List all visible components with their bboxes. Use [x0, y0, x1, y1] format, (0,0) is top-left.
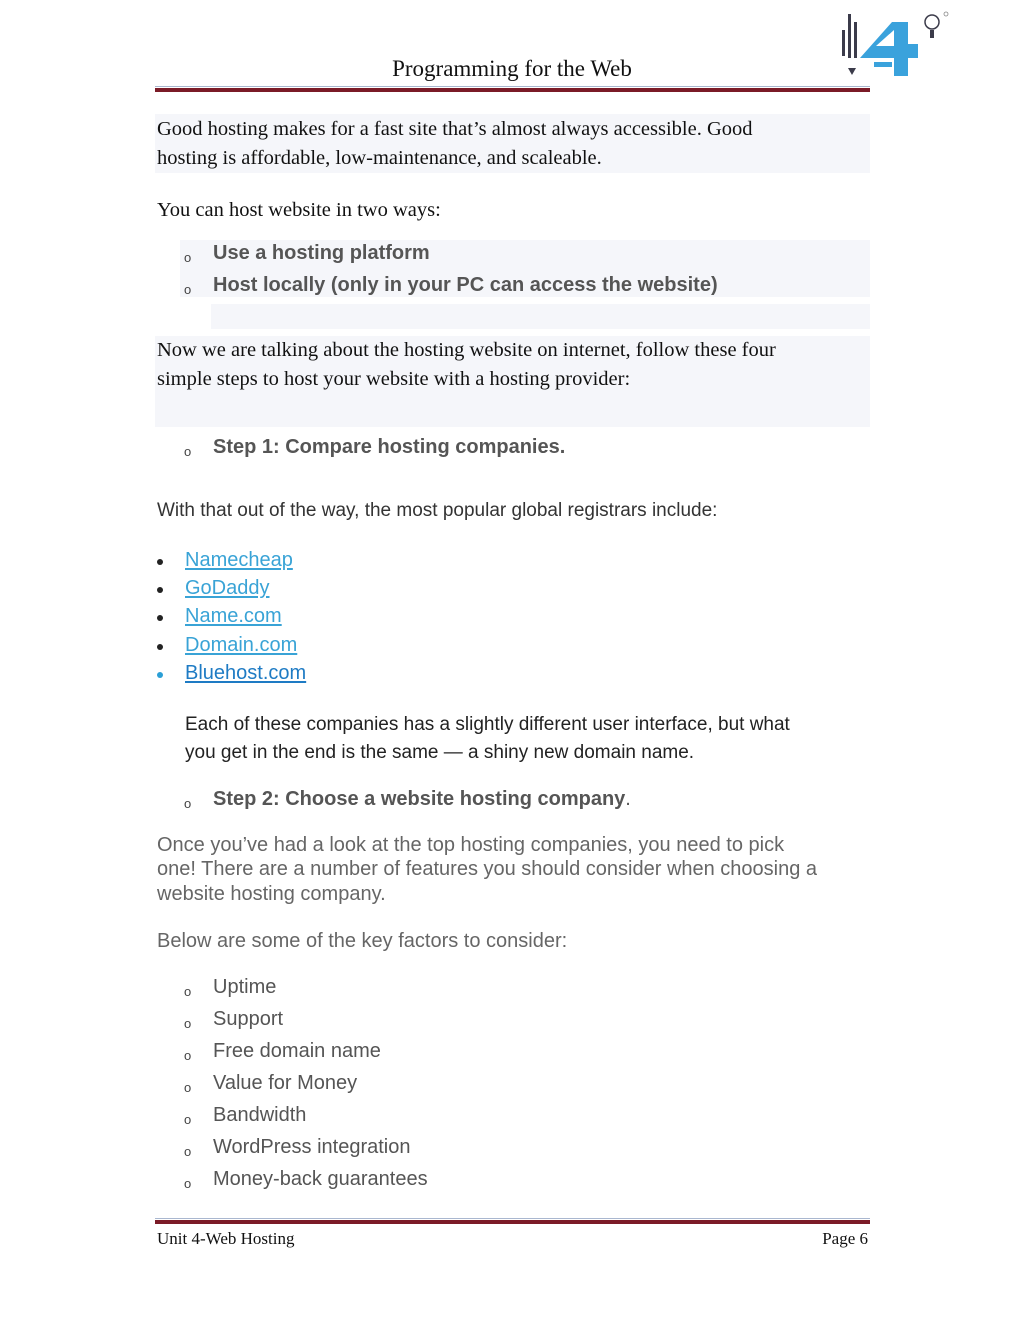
- registrars-intro: With that out of the way, the most popular global registrars include:: [157, 500, 718, 521]
- intro-paragraph-line1: Good hosting makes for a fast site that’s almost always accessible. Good: [157, 118, 753, 140]
- choose-line1: Once you’ve had a look at the top hosting companies, you need to pick: [157, 834, 785, 856]
- list-bullet: o: [184, 1176, 192, 1191]
- footer-unit-label: Unit 4-Web Hosting: [157, 1229, 295, 1248]
- bullet-dot: [157, 587, 163, 593]
- note-line2: you get in the end is the same — a shiny new domain name.: [185, 742, 695, 763]
- registrar-link-domain-com[interactable]: Domain.com: [185, 634, 298, 656]
- list-bullet: o: [184, 984, 192, 999]
- registrar-link-bluehost[interactable]: Bluehost.com: [185, 662, 307, 684]
- steps-intro-line1: Now we are talking about the hosting website on internet, follow these four: [157, 339, 776, 361]
- intro-paragraph-line2: hosting is affordable, low-maintenance, and scaleable.: [157, 147, 602, 169]
- footer-divider: [155, 1218, 870, 1225]
- way-item-local: Host locally (only in your PC can access the website): [213, 274, 718, 296]
- registrar-link-godaddy[interactable]: GoDaddy: [185, 577, 270, 599]
- factor-item-value: Value for Money: [213, 1072, 358, 1094]
- choose-line2: one! There are a number of features you should consider when choosing a: [157, 858, 818, 880]
- brand-logo: [838, 8, 956, 80]
- factor-item-wordpress: WordPress integration: [213, 1136, 411, 1158]
- registrar-link-namecheap[interactable]: Namecheap: [185, 549, 293, 571]
- hosting-ways-intro: You can host website in two ways:: [157, 199, 441, 221]
- list-bullet: o: [184, 796, 192, 811]
- footer-page-number: Page 6: [822, 1229, 868, 1248]
- choose-line3: website hosting company.: [157, 883, 386, 905]
- step-2-heading: [213, 788, 631, 811]
- factor-item-support: Support: [213, 1008, 284, 1030]
- factors-intro: Below are some of the key factors to consider:: [157, 930, 568, 952]
- factor-item-uptime: Uptime: [213, 976, 277, 998]
- page-header-title: Programming for the Web: [392, 56, 632, 81]
- list-bullet: o: [184, 1048, 192, 1063]
- bullet-dot: [157, 559, 163, 565]
- bullet-dot: [157, 615, 163, 621]
- list-bullet: o: [184, 1016, 192, 1031]
- list-bullet: o: [184, 1080, 192, 1095]
- factor-item-free-domain: Free domain name: [213, 1040, 381, 1062]
- list-bullet: o: [184, 1112, 192, 1127]
- factor-item-bandwidth: Bandwidth: [213, 1104, 307, 1126]
- empty-highlight-row: [211, 304, 870, 329]
- bullet-dot: [157, 672, 163, 678]
- steps-intro-line2: simple steps to host your website with a hosting provider:: [157, 368, 631, 390]
- header-divider: [155, 86, 870, 93]
- way-item-platform: Use a hosting platform: [213, 242, 430, 264]
- list-bullet: o: [184, 1144, 192, 1159]
- registrar-link-name-com[interactable]: Name.com: [185, 605, 282, 627]
- list-bullet: o: [184, 444, 192, 459]
- step-2-text: Step 2: Choose a website hosting company: [213, 788, 626, 810]
- factor-item-money-back: Money-back guarantees: [213, 1168, 428, 1190]
- list-bullet: o: [184, 250, 192, 265]
- list-bullet: o: [184, 282, 192, 297]
- step-2-suffix: .: [625, 788, 631, 810]
- bullet-dot: [157, 644, 163, 650]
- note-line1: Each of these companies has a slightly different user interface, but what: [185, 714, 790, 735]
- step-1-heading: Step 1: Compare hosting companies.: [213, 436, 566, 458]
